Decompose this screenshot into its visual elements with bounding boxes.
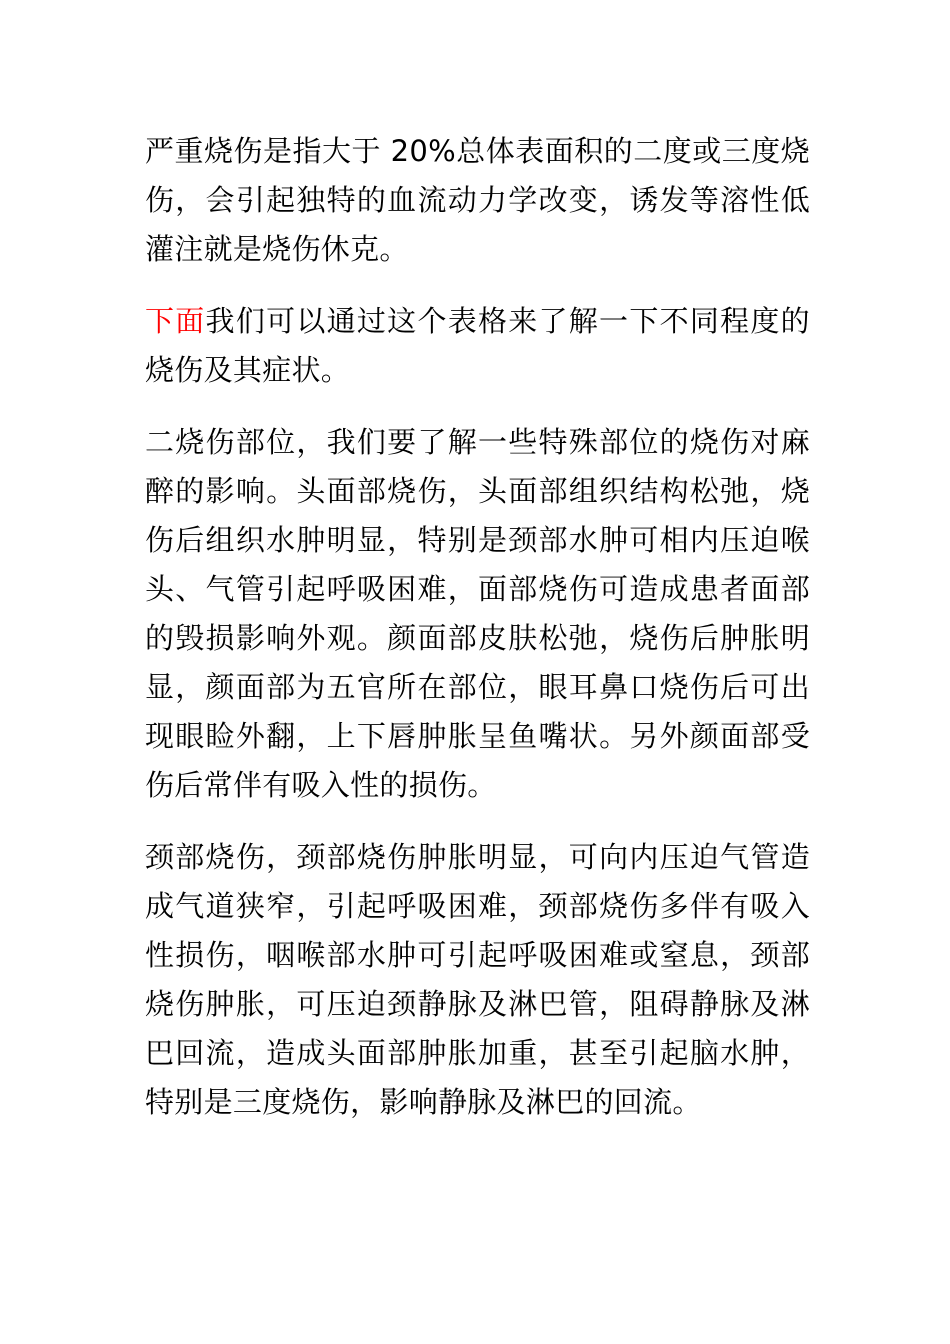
document-page (145, 127, 810, 1127)
paragraph-neck-burn (145, 833, 810, 1127)
highlighted-text: 下面 (145, 304, 206, 338)
paragraph-text: 严重烧伤是指大于 20%总体表面积的二度或三度烧伤，会引起独特的血流动力学改变，诱发等溶性低灌注就是烧伤休克。 (145, 134, 810, 266)
paragraph-table-intro (145, 297, 810, 395)
paragraph-burn-location (145, 418, 810, 810)
paragraph-severe-burn (145, 127, 810, 274)
paragraph-text: 颈部烧伤，颈部烧伤肿胀明显，可向内压迫气管造成气道狭窄，引起呼吸困难，颈部烧伤多伴有吸入性损伤，咽喉部水肿可引起呼吸困难或窒息，颈部烧伤肿胀，可压迫颈静脉及淋巴管，阻碍静脉及淋巴回流，造成头面部肿胀加重，甚至引起脑水肿，特别是三度烧伤，影响静脉及淋巴的回流。 (145, 840, 810, 1119)
paragraph-text: 二烧伤部位，我们要了解一些特殊部位的烧伤对麻醉的影响。头面部烧伤，头面部组织结构松弛，烧伤后组织水肿明显，特别是颈部水肿可相内压迫喉头、气管引起呼吸困难，面部烧伤可造成患者面部的毁损影响外观。颜面部皮肤松弛，烧伤后肿胀明显，颜面部为五官所在部位，眼耳鼻口烧伤后可出现眼睑外翻，上下唇肿胀呈鱼嘴状。另外颜面部受伤后常伴有吸入性的损伤。 (145, 425, 810, 802)
paragraph-text: 我们可以通过这个表格来了解一下不同程度的烧伤及其症状。 (145, 304, 810, 387)
